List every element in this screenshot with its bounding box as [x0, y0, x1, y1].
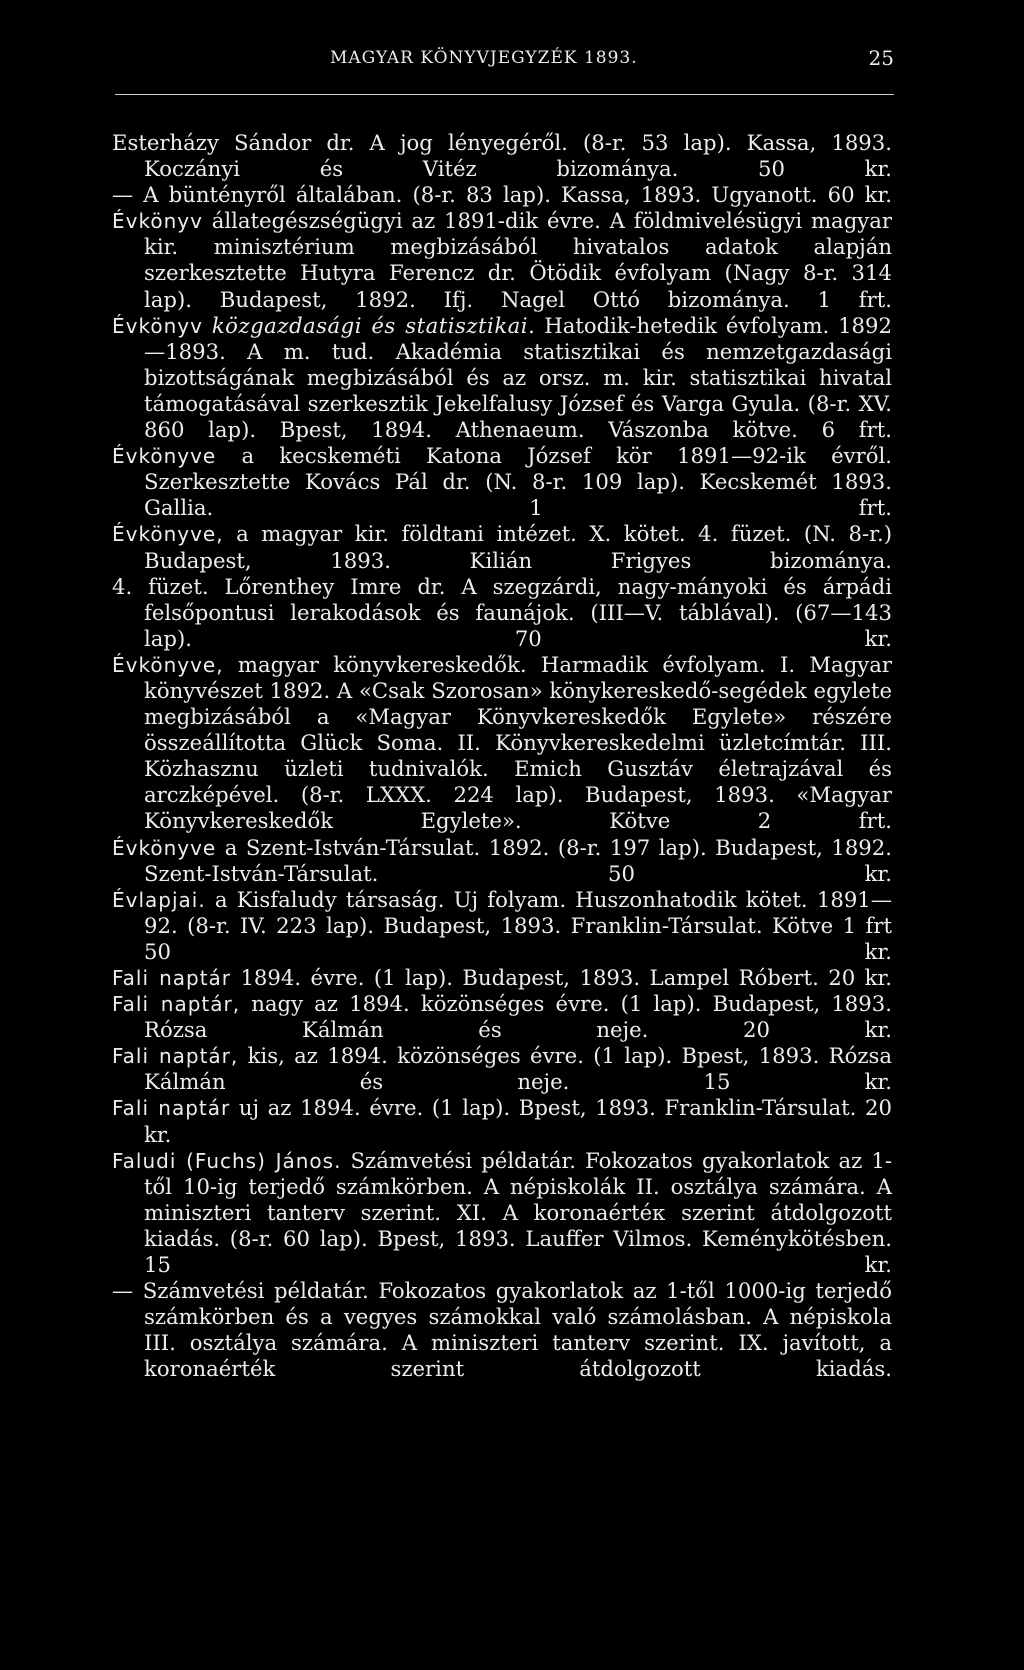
entry-text: uj az 1894. évre. (1 lap). Bpest, 1893. Franklin-Társulat. 20 kr.: [144, 1095, 892, 1147]
entry-title: Évkönyv: [112, 209, 203, 234]
entry-text: állategészségügyi az 1891-dik évre. A földmivelésügyi magyar kir. minisztérium megbizásából hivatalos adatok alapján szerkesztette Hutyra Ferencz dr. Ötödik évfolyam (Nagy 8-r. 314 lap). Budapest, 1892. Ifj. Nagel Ottó bizománya. 1 frt.: [144, 208, 892, 312]
catalog-entry: [112, 887, 892, 965]
running-header: [115, 42, 894, 82]
catalog-entry: [112, 991, 892, 1043]
entry-text: a magyar kir. földtani intézet. X. kötet. 4. füzet. (N. 8-r.) Budapest, 1893. Kilián Frigyes bizománya.: [144, 521, 892, 573]
page-number: 25: [868, 46, 894, 70]
entry-text: — Számvetési példatár. Fokozatos gyakorlatok az 1-től 1000-ig terjedő számkörben és a vegyes számokkal való számolásban. A népiskola III. osztálya számára. A miniszteri tanterv szerint. IX. javított, a koronaérték szerint átdolgozott kiadás.: [112, 1278, 892, 1382]
entry-text: kis, az 1894. közönséges évre. (1 lap). Bpest, 1893. Rózsa Kálmán és neje. 15 kr.: [144, 1043, 892, 1095]
entry-text: 4. füzet. Lőrenthey Imre dr. A szegzárdi, nagy-mányoki és árpádi felsőpontusi lerakodások és faunájok. (III—V. táblával). (67—143 lap). 70 kr.: [112, 573, 892, 651]
entry-title: Évkönyve: [112, 835, 217, 860]
catalog-entry: [112, 835, 892, 887]
entry-title: Évkönyve,: [112, 522, 224, 547]
catalog-entry: [112, 313, 892, 443]
running-title: MAGYAR KÖNYVJEGYZÉK 1893.: [330, 48, 638, 68]
entry-title: Faludi (Fuchs) János.: [112, 1148, 342, 1173]
entry-italic-title: közgazdasági és statisztikai.: [211, 312, 536, 338]
catalog-entry: [112, 652, 892, 835]
entry-text: Esterházy Sándor dr. A jog lényegéről. (8-r. 53 lap). Kassa, 1893. Koczányi és Vitéz bizományа. 50 kr.: [112, 130, 892, 182]
catalog-entry: [112, 965, 892, 991]
entry-text: Számvetési példatár. Fokozatos gyakorlatok az 1-től 10-ig terjedő számkörben. A népiskolák II. osztálya számára. A miniszteri tanterv szerint. XI. A koronaértéк szerint átdolgozott kiadás. (8-r. 60 lap). Bpest, 1893. Lauffer Vilmos. Keménykötésben. 15 kr.: [144, 1147, 892, 1278]
entry-title: Fali naptár,: [112, 1044, 239, 1069]
catalog-entry: [112, 443, 892, 521]
entry-title: Fali naptár,: [112, 992, 241, 1017]
entry-title: Fali naptár: [112, 966, 232, 990]
catalog-entry: [112, 574, 892, 652]
catalog-entry: [112, 521, 892, 573]
entry-text: — A büntényről általában. (8-r. 83 lap). Kassa, 1893. Ugyanott. 60 kr.: [112, 182, 892, 208]
entry-title: Fali naptár: [112, 1096, 231, 1121]
catalog-entries: [112, 130, 892, 1383]
entry-title: Évkönyve,: [112, 652, 224, 677]
catalog-entry: [112, 1148, 892, 1278]
catalog-entry: [112, 1043, 892, 1095]
entry-text: nagy az 1894. közönséges évre. (1 lap). Budapest, 1893. Rózsa Kálmán és neje. 20 kr.: [144, 991, 892, 1043]
catalog-entry: [112, 208, 892, 312]
entry-text: 1894. évre. (1 lap). Budapest, 1893. Lampel Róbert. 20 kr.: [240, 965, 892, 990]
entry-title: Évlapjai.: [112, 887, 206, 912]
entry-text: a kecskeméti Katona József kör 1891—92-ik évről. Szerkesztette Kovács Pál dr. (N. 8-r. 109 lap). Kecskemét 1893. Gallia. 1 frt.: [144, 443, 892, 521]
catalog-entry: [112, 1278, 892, 1382]
entry-text: a Szent-István-Társulat. 1892. (8-r. 197 lap). Budapest, 1892. Szent-István-Társulat. 50 kr.: [144, 834, 892, 886]
catalog-entry: [112, 1095, 892, 1147]
catalog-entry: [112, 130, 892, 182]
entry-text: magyar könyvkereskedők. Harmadik évfolyam. I. Magyar könyvészet 1892. A «Csak Szorosan» könykereskedő-segédek egylete megbizásából a «Magyar Könyvkereskedők Egylete» részére összeállította Glück Soma. II. Könyvkereskedelmi üzletcímtár. III. Közhasznu üzleti tudnivalók. Emich Gusztáv életrajzával és arczképével. (8-r. LXXX. 224 lap). Budapest, 1893. «Magyar Könyvkereskedők Egylete». Kötve 2 frt.: [144, 651, 892, 834]
header-rule: [115, 94, 894, 95]
catalog-entry: [112, 182, 892, 208]
entry-title: Évkönyve: [112, 444, 217, 469]
entry-text: Hatodik-hetedik évfolyam. 1892—1893. A m. tud. Akadémia statisztikai és nemzetgazdasági bizottságának megbizásából és az orsz. m. kir. statisztikai hivatal támogatásával szerkesztik Jekelfalusy József és Varga Gyula. (8-r. XV. 860 lap). Bpest, 1894. Athenaeum. Vászonba kötve. 6 frt.: [144, 312, 892, 443]
entry-text: a Kisfaludy társaság. Uj folyam. Huszonhatodik kötet. 1891—92. (8-r. IV. 223 lap). Budapest, 1893. Franklin-Társulat. Kötve 1 frt 50 kr.: [144, 886, 892, 964]
entry-title: Évkönyv: [112, 313, 203, 338]
